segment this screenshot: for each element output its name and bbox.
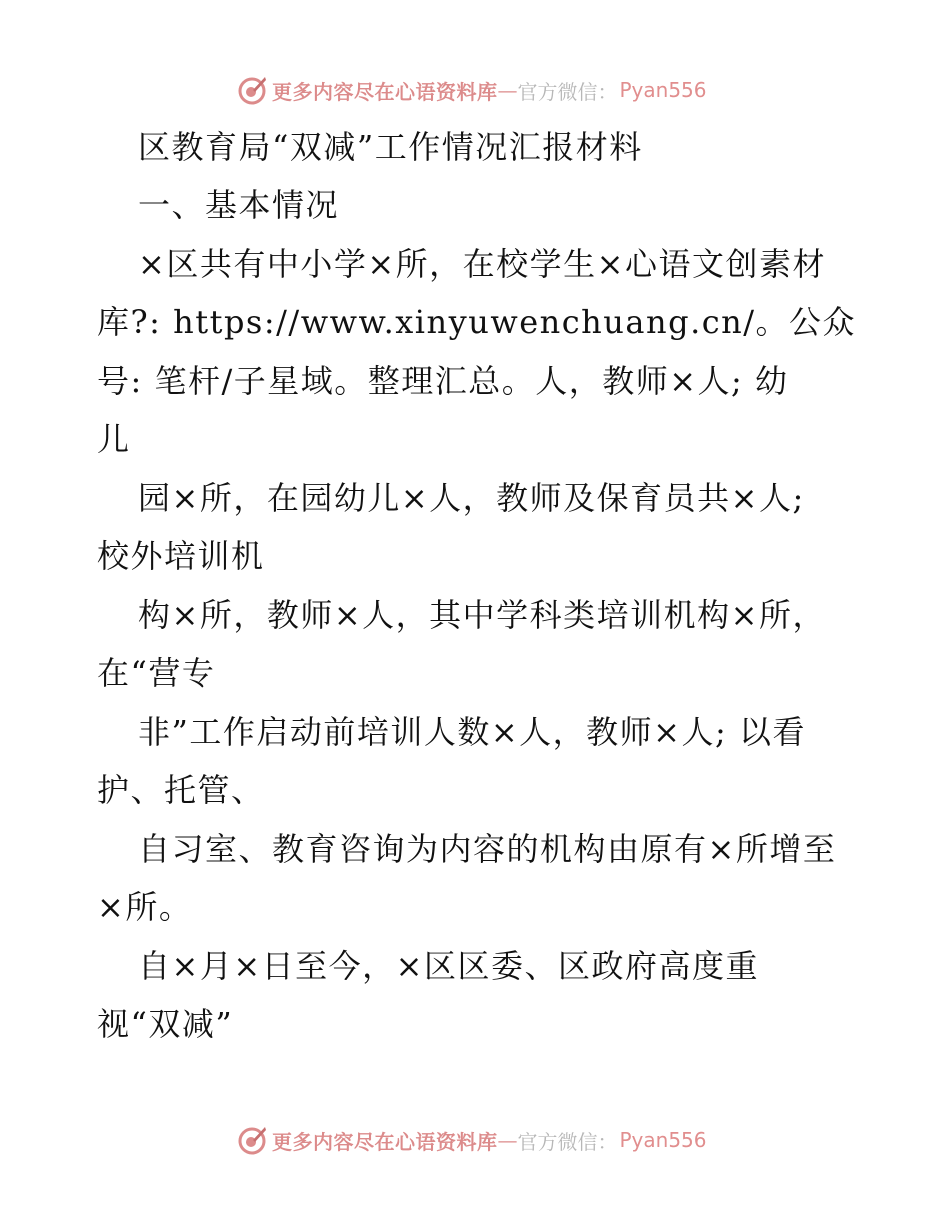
text-line: 校外培训机 (97, 537, 265, 575)
text-line: 在“营专 (97, 654, 216, 692)
text-line: 儿 (97, 420, 131, 458)
banner-slogan: 更多内容尽在心语资料库 (272, 79, 498, 104)
text-line: ×所。 (97, 888, 193, 926)
text-line: 护、托管、 (97, 771, 265, 809)
banner-wechat-label: 官方微信： (517, 79, 618, 104)
footer-banner (236, 1123, 707, 1157)
header-banner (236, 73, 707, 107)
banner-wechat-id: Pyan556 (619, 78, 707, 102)
document-title: 区教育局“双减”工作情况汇报材料 (138, 128, 643, 166)
section-heading: 一、基本情况 (138, 186, 340, 224)
banner-slogan: 更多内容尽在心语资料库 (272, 1129, 498, 1154)
banner-separator: — (497, 78, 518, 102)
banner-wechat-label: 官方微信： (517, 1129, 618, 1154)
text-line: 非”工作启动前培训人数×人，教师×人; 以看 (138, 713, 806, 751)
text-line: ×区共有中小学×所，在校学生×心语文创素材 (138, 245, 826, 283)
banner-wechat-id: Pyan556 (619, 1128, 707, 1152)
text-line: 自习室、教育咨询为内容的机构由原有×所增至 (138, 830, 837, 868)
quill-logo-icon (236, 1124, 268, 1156)
text-line: 号: 笔杆/子星域。整理汇总。人，教师×人; 幼 (97, 362, 789, 400)
text-line: 构×所，教师×人，其中学科类培训机构×所， (138, 596, 826, 634)
banner-separator: — (497, 1128, 518, 1152)
text-line: 园×所，在园幼儿×人，教师及保育员共×人; (138, 479, 805, 517)
text-line: 视“双减” (97, 1005, 234, 1043)
quill-logo-icon (236, 74, 268, 106)
text-line: 自×月×日至今，×区区委、区政府高度重 (138, 947, 759, 985)
text-line: 库?: https://www.xinyuwenchuang.cn/。公众 (97, 303, 857, 341)
